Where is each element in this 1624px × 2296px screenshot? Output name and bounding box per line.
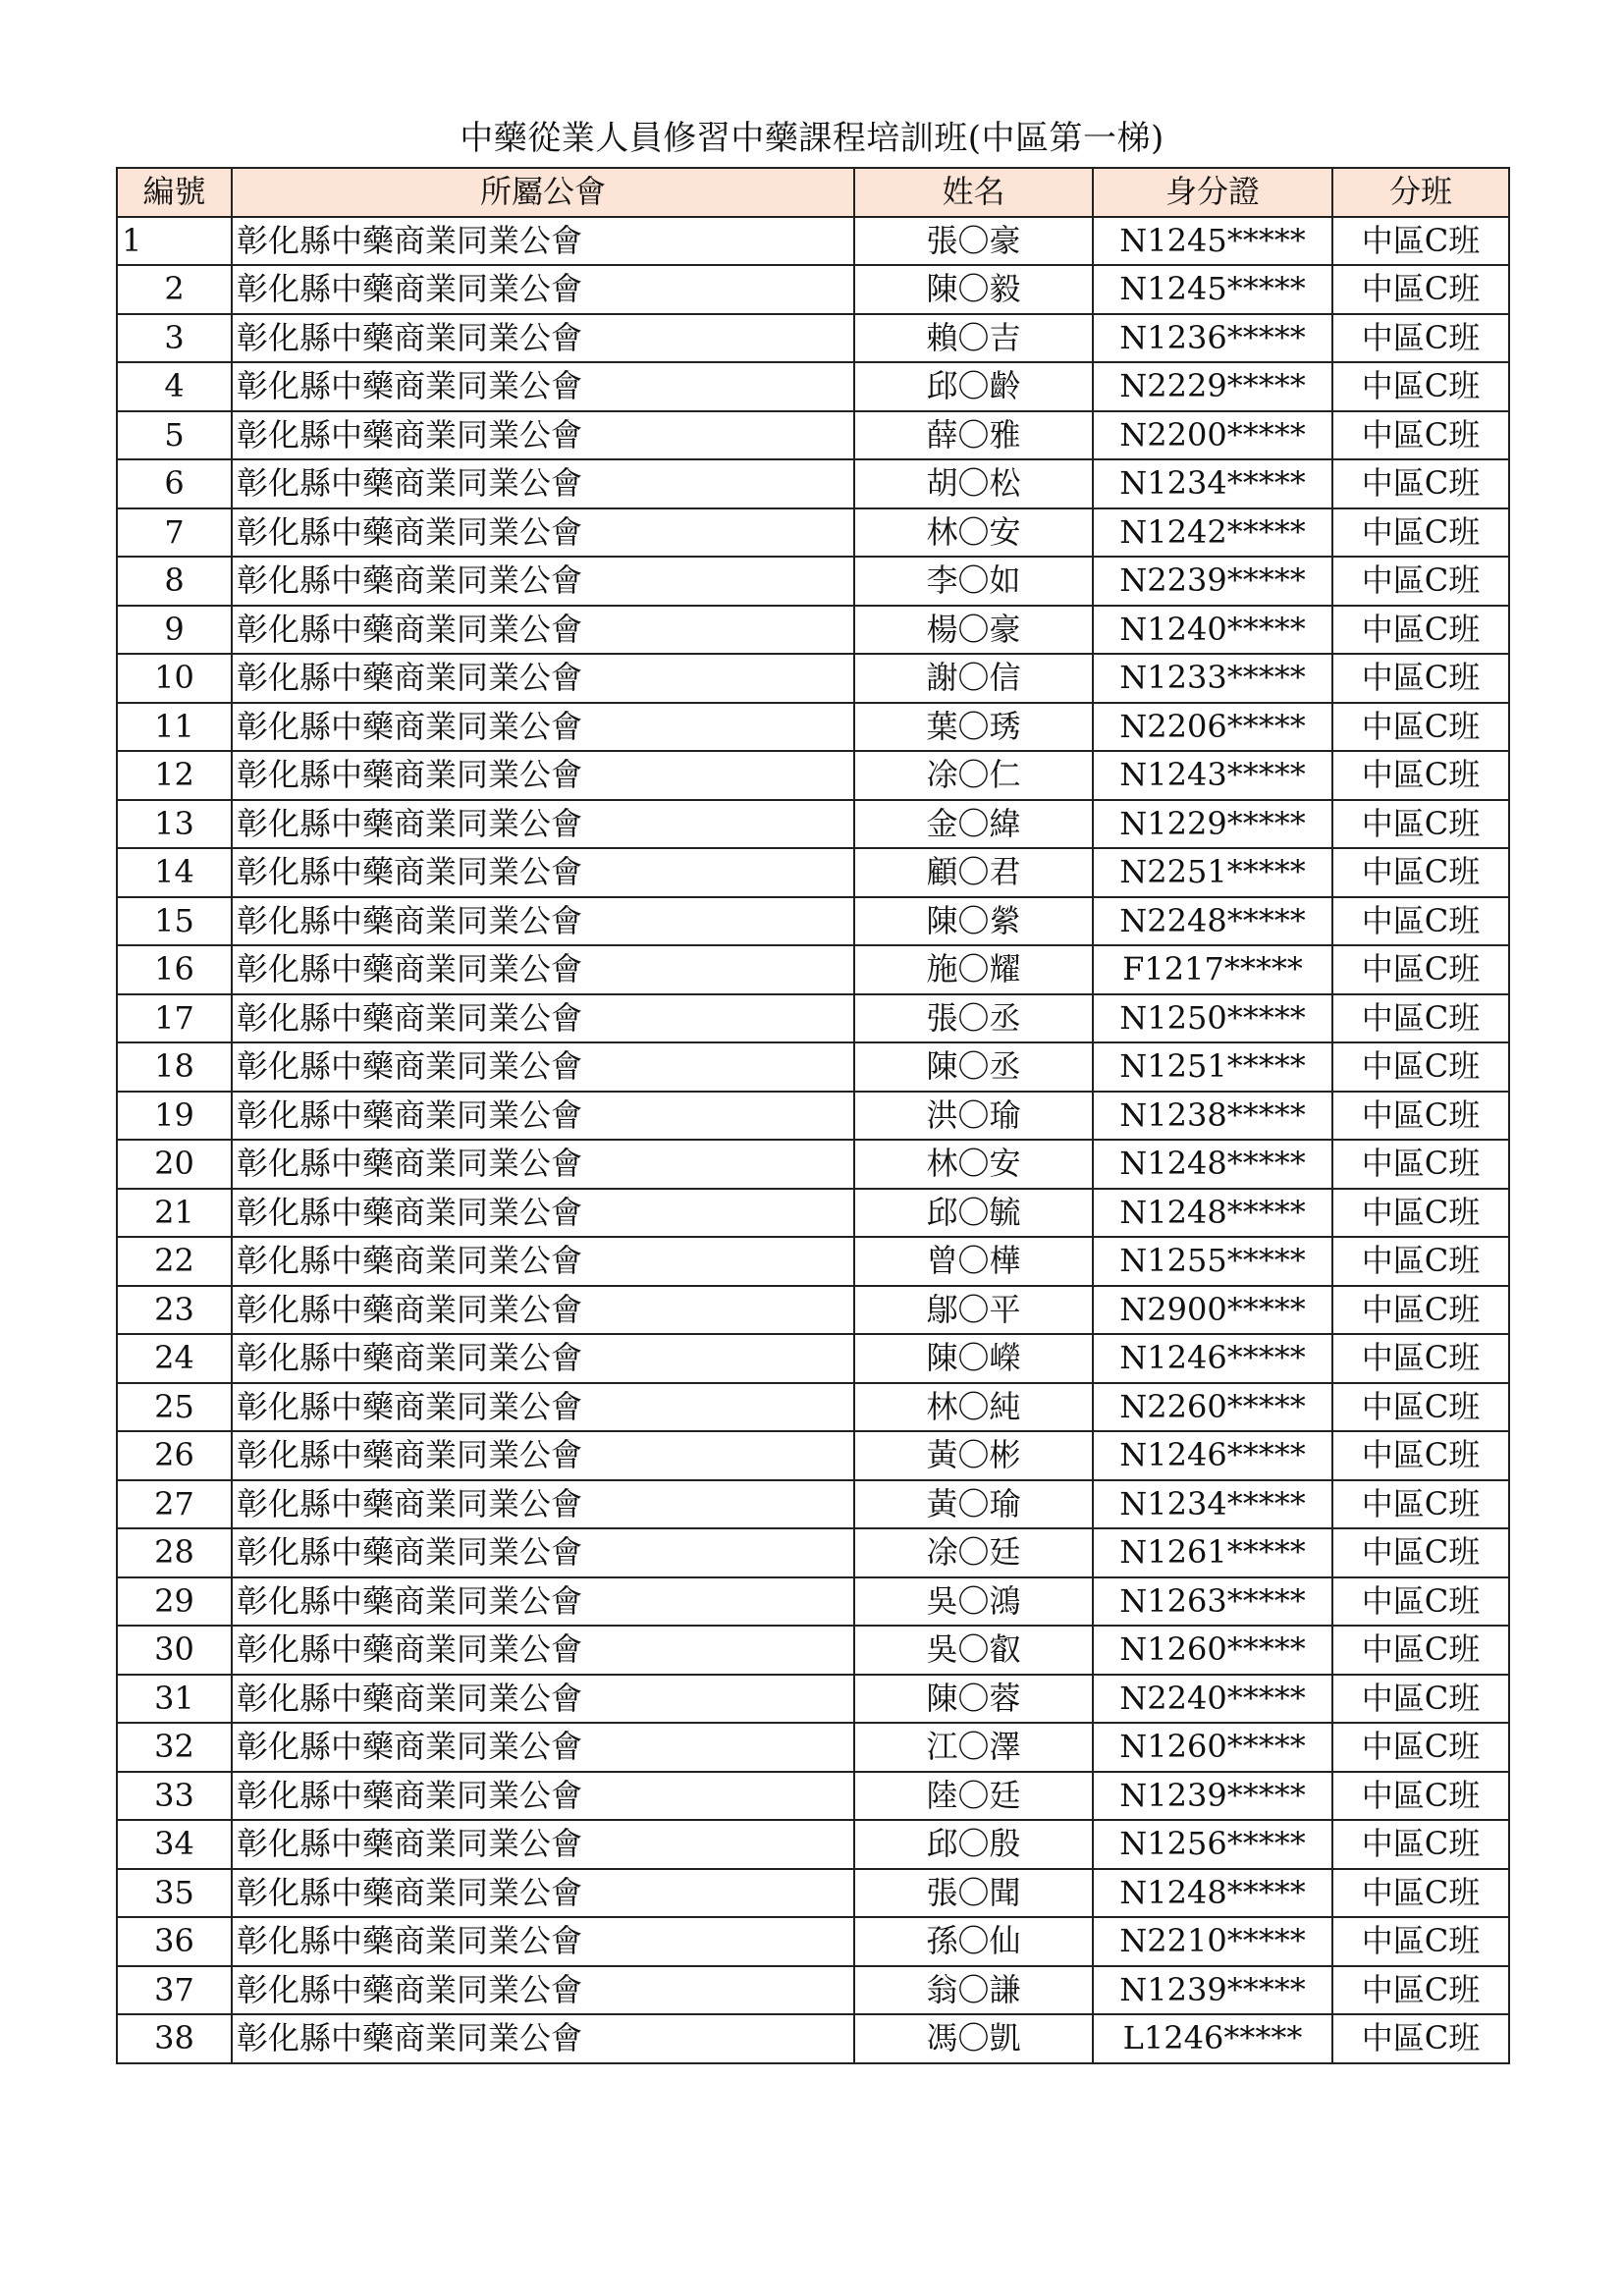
table-row xyxy=(117,217,1509,266)
row-number: 13 xyxy=(117,800,232,849)
row-number: 30 xyxy=(117,1626,232,1675)
class-cell: 中區C班 xyxy=(1332,1480,1509,1529)
table-row xyxy=(117,654,1509,703)
name-cell: 鄔〇平 xyxy=(854,1286,1093,1335)
class-cell: 中區C班 xyxy=(1332,1237,1509,1286)
row-number: 8 xyxy=(117,557,232,606)
table-row xyxy=(117,1431,1509,1480)
name-cell: 翁〇謙 xyxy=(854,1966,1093,2015)
class-cell: 中區C班 xyxy=(1332,751,1509,800)
row-number: 1 xyxy=(117,217,232,266)
union-cell: 彰化縣中藥商業同業公會 xyxy=(232,1383,854,1432)
id-cell: N1229***** xyxy=(1093,800,1332,849)
table-row xyxy=(117,1189,1509,1238)
union-cell: 彰化縣中藥商業同業公會 xyxy=(232,459,854,508)
name-cell: 李〇如 xyxy=(854,557,1093,606)
row-number: 38 xyxy=(117,2014,232,2063)
union-cell: 彰化縣中藥商業同業公會 xyxy=(232,994,854,1043)
header-class: 分班 xyxy=(1332,168,1509,217)
id-cell: N1236***** xyxy=(1093,314,1332,363)
name-cell: 金〇緯 xyxy=(854,800,1093,849)
table-row xyxy=(117,459,1509,508)
table-row xyxy=(117,1528,1509,1577)
id-cell: F1217***** xyxy=(1093,945,1332,994)
name-cell: 林〇純 xyxy=(854,1383,1093,1432)
table-row xyxy=(117,1577,1509,1627)
union-cell: 彰化縣中藥商業同業公會 xyxy=(232,1092,854,1141)
name-cell: 邱〇齡 xyxy=(854,362,1093,411)
table-row xyxy=(117,945,1509,994)
id-cell: N2260***** xyxy=(1093,1383,1332,1432)
union-cell: 彰化縣中藥商業同業公會 xyxy=(232,1577,854,1627)
class-cell: 中區C班 xyxy=(1332,508,1509,558)
table-row xyxy=(117,1286,1509,1335)
row-number: 3 xyxy=(117,314,232,363)
class-cell: 中區C班 xyxy=(1332,1092,1509,1141)
header-union: 所屬公會 xyxy=(232,168,854,217)
row-number: 22 xyxy=(117,1237,232,1286)
name-cell: 洪〇瑜 xyxy=(854,1092,1093,1141)
row-number: 12 xyxy=(117,751,232,800)
id-cell: N1250***** xyxy=(1093,994,1332,1043)
id-cell: N1261***** xyxy=(1093,1528,1332,1577)
id-cell: N1260***** xyxy=(1093,1626,1332,1675)
table-row xyxy=(117,703,1509,752)
name-cell: 林〇安 xyxy=(854,508,1093,558)
name-cell: 孫〇仙 xyxy=(854,1917,1093,1966)
table-row xyxy=(117,897,1509,946)
name-cell: 曾〇樺 xyxy=(854,1237,1093,1286)
union-cell: 彰化縣中藥商業同業公會 xyxy=(232,703,854,752)
union-cell: 彰化縣中藥商業同業公會 xyxy=(232,1431,854,1480)
id-cell: N1239***** xyxy=(1093,1772,1332,1821)
id-cell: N2251***** xyxy=(1093,848,1332,897)
name-cell: 陳〇蓉 xyxy=(854,1675,1093,1724)
id-cell: N2248***** xyxy=(1093,897,1332,946)
id-cell: N1245***** xyxy=(1093,217,1332,266)
class-cell: 中區C班 xyxy=(1332,1286,1509,1335)
class-cell: 中區C班 xyxy=(1332,1869,1509,1918)
row-number: 24 xyxy=(117,1334,232,1383)
row-number: 36 xyxy=(117,1917,232,1966)
id-cell: N1233***** xyxy=(1093,654,1332,703)
union-cell: 彰化縣中藥商業同業公會 xyxy=(232,557,854,606)
class-cell: 中區C班 xyxy=(1332,362,1509,411)
id-cell: N1234***** xyxy=(1093,459,1332,508)
union-cell: 彰化縣中藥商業同業公會 xyxy=(232,751,854,800)
class-cell: 中區C班 xyxy=(1332,265,1509,314)
name-cell: 凃〇廷 xyxy=(854,1528,1093,1577)
table-row xyxy=(117,606,1509,655)
id-cell: N2239***** xyxy=(1093,557,1332,606)
id-cell: N2206***** xyxy=(1093,703,1332,752)
table-row xyxy=(117,1237,1509,1286)
name-cell: 林〇安 xyxy=(854,1140,1093,1189)
name-cell: 張〇聞 xyxy=(854,1869,1093,1918)
name-cell: 黃〇彬 xyxy=(854,1431,1093,1480)
union-cell: 彰化縣中藥商業同業公會 xyxy=(232,1917,854,1966)
row-number: 10 xyxy=(117,654,232,703)
class-cell: 中區C班 xyxy=(1332,217,1509,266)
id-cell: N2240***** xyxy=(1093,1675,1332,1724)
union-cell: 彰化縣中藥商業同業公會 xyxy=(232,606,854,655)
class-cell: 中區C班 xyxy=(1332,994,1509,1043)
id-cell: N1246***** xyxy=(1093,1431,1332,1480)
class-cell: 中區C班 xyxy=(1332,1626,1509,1675)
table-row xyxy=(117,411,1509,460)
row-number: 11 xyxy=(117,703,232,752)
table-row xyxy=(117,1772,1509,1821)
class-cell: 中區C班 xyxy=(1332,1042,1509,1092)
row-number: 19 xyxy=(117,1092,232,1141)
id-cell: N1248***** xyxy=(1093,1869,1332,1918)
row-number: 26 xyxy=(117,1431,232,1480)
id-cell: N2900***** xyxy=(1093,1286,1332,1335)
table-row xyxy=(117,1626,1509,1675)
id-cell: N1243***** xyxy=(1093,751,1332,800)
class-cell: 中區C班 xyxy=(1332,411,1509,460)
class-cell: 中區C班 xyxy=(1332,1334,1509,1383)
union-cell: 彰化縣中藥商業同業公會 xyxy=(232,265,854,314)
id-cell: N2200***** xyxy=(1093,411,1332,460)
table-row xyxy=(117,2014,1509,2063)
union-cell: 彰化縣中藥商業同業公會 xyxy=(232,654,854,703)
name-cell: 胡〇松 xyxy=(854,459,1093,508)
row-number: 18 xyxy=(117,1042,232,1092)
row-number: 6 xyxy=(117,459,232,508)
row-number: 29 xyxy=(117,1577,232,1627)
class-cell: 中區C班 xyxy=(1332,703,1509,752)
table-row xyxy=(117,751,1509,800)
union-cell: 彰化縣中藥商業同業公會 xyxy=(232,897,854,946)
class-cell: 中區C班 xyxy=(1332,459,1509,508)
class-cell: 中區C班 xyxy=(1332,654,1509,703)
class-cell: 中區C班 xyxy=(1332,848,1509,897)
table-row xyxy=(117,800,1509,849)
union-cell: 彰化縣中藥商業同業公會 xyxy=(232,1334,854,1383)
id-cell: L1246***** xyxy=(1093,2014,1332,2063)
class-cell: 中區C班 xyxy=(1332,2014,1509,2063)
union-cell: 彰化縣中藥商業同業公會 xyxy=(232,800,854,849)
row-number: 15 xyxy=(117,897,232,946)
row-number: 31 xyxy=(117,1675,232,1724)
row-number: 23 xyxy=(117,1286,232,1335)
id-cell: N1263***** xyxy=(1093,1577,1332,1627)
row-number: 4 xyxy=(117,362,232,411)
header-name: 姓名 xyxy=(854,168,1093,217)
union-cell: 彰化縣中藥商業同業公會 xyxy=(232,1723,854,1772)
row-number: 35 xyxy=(117,1869,232,1918)
class-cell: 中區C班 xyxy=(1332,1528,1509,1577)
table-header-row xyxy=(117,168,1509,217)
union-cell: 彰化縣中藥商業同業公會 xyxy=(232,1772,854,1821)
row-number: 9 xyxy=(117,606,232,655)
row-number: 2 xyxy=(117,265,232,314)
row-number: 34 xyxy=(117,1820,232,1869)
union-cell: 彰化縣中藥商業同業公會 xyxy=(232,314,854,363)
name-cell: 邱〇毓 xyxy=(854,1189,1093,1238)
name-cell: 黃〇瑜 xyxy=(854,1480,1093,1529)
class-cell: 中區C班 xyxy=(1332,1820,1509,1869)
table-row xyxy=(117,1042,1509,1092)
union-cell: 彰化縣中藥商業同業公會 xyxy=(232,1140,854,1189)
table-row xyxy=(117,557,1509,606)
id-cell: N1238***** xyxy=(1093,1092,1332,1141)
class-cell: 中區C班 xyxy=(1332,1723,1509,1772)
name-cell: 賴〇吉 xyxy=(854,314,1093,363)
union-cell: 彰化縣中藥商業同業公會 xyxy=(232,411,854,460)
id-cell: N1248***** xyxy=(1093,1140,1332,1189)
header-number: 編號 xyxy=(117,168,232,217)
union-cell: 彰化縣中藥商業同業公會 xyxy=(232,2014,854,2063)
id-cell: N1256***** xyxy=(1093,1820,1332,1869)
id-cell: N1246***** xyxy=(1093,1334,1332,1383)
table-row xyxy=(117,1869,1509,1918)
table-row xyxy=(117,1383,1509,1432)
class-cell: 中區C班 xyxy=(1332,897,1509,946)
header-id: 身分證 xyxy=(1093,168,1332,217)
id-cell: N1234***** xyxy=(1093,1480,1332,1529)
table-row xyxy=(117,1675,1509,1724)
row-number: 21 xyxy=(117,1189,232,1238)
class-cell: 中區C班 xyxy=(1332,800,1509,849)
class-cell: 中區C班 xyxy=(1332,1917,1509,1966)
table-row xyxy=(117,1334,1509,1383)
union-cell: 彰化縣中藥商業同業公會 xyxy=(232,1626,854,1675)
name-cell: 陸〇廷 xyxy=(854,1772,1093,1821)
name-cell: 楊〇豪 xyxy=(854,606,1093,655)
class-cell: 中區C班 xyxy=(1332,314,1509,363)
table-row xyxy=(117,994,1509,1043)
name-cell: 江〇澤 xyxy=(854,1723,1093,1772)
union-cell: 彰化縣中藥商業同業公會 xyxy=(232,362,854,411)
class-cell: 中區C班 xyxy=(1332,1675,1509,1724)
row-number: 25 xyxy=(117,1383,232,1432)
row-number: 28 xyxy=(117,1528,232,1577)
table-row xyxy=(117,362,1509,411)
row-number: 27 xyxy=(117,1480,232,1529)
name-cell: 陳〇嶸 xyxy=(854,1334,1093,1383)
page-title: 中藥從業人員修習中藥課程培訓班(中區第一梯) xyxy=(460,119,1164,158)
table-row xyxy=(117,1480,1509,1529)
name-cell: 凃〇仁 xyxy=(854,751,1093,800)
name-cell: 施〇耀 xyxy=(854,945,1093,994)
table-row xyxy=(117,1966,1509,2015)
class-cell: 中區C班 xyxy=(1332,1431,1509,1480)
class-cell: 中區C班 xyxy=(1332,1772,1509,1821)
class-cell: 中區C班 xyxy=(1332,945,1509,994)
name-cell: 顧〇君 xyxy=(854,848,1093,897)
id-cell: N1251***** xyxy=(1093,1042,1332,1092)
union-cell: 彰化縣中藥商業同業公會 xyxy=(232,1528,854,1577)
table-row xyxy=(117,1820,1509,1869)
table-row xyxy=(117,508,1509,558)
union-cell: 彰化縣中藥商業同業公會 xyxy=(232,217,854,266)
union-cell: 彰化縣中藥商業同業公會 xyxy=(232,1237,854,1286)
table-row xyxy=(117,1723,1509,1772)
row-number: 37 xyxy=(117,1966,232,2015)
class-cell: 中區C班 xyxy=(1332,1189,1509,1238)
class-cell: 中區C班 xyxy=(1332,606,1509,655)
id-cell: N1255***** xyxy=(1093,1237,1332,1286)
name-cell: 謝〇信 xyxy=(854,654,1093,703)
row-number: 32 xyxy=(117,1723,232,1772)
name-cell: 張〇丞 xyxy=(854,994,1093,1043)
union-cell: 彰化縣中藥商業同業公會 xyxy=(232,1189,854,1238)
union-cell: 彰化縣中藥商業同業公會 xyxy=(232,1675,854,1724)
union-cell: 彰化縣中藥商業同業公會 xyxy=(232,848,854,897)
row-number: 16 xyxy=(117,945,232,994)
row-number: 33 xyxy=(117,1772,232,1821)
id-cell: N2229***** xyxy=(1093,362,1332,411)
row-number: 7 xyxy=(117,508,232,558)
name-cell: 葉〇琇 xyxy=(854,703,1093,752)
name-cell: 吳〇鴻 xyxy=(854,1577,1093,1627)
row-number: 17 xyxy=(117,994,232,1043)
table-row xyxy=(117,1092,1509,1141)
table-row xyxy=(117,265,1509,314)
class-cell: 中區C班 xyxy=(1332,1966,1509,2015)
id-cell: N1242***** xyxy=(1093,508,1332,558)
id-cell: N1260***** xyxy=(1093,1723,1332,1772)
union-cell: 彰化縣中藥商業同業公會 xyxy=(232,1966,854,2015)
union-cell: 彰化縣中藥商業同業公會 xyxy=(232,1869,854,1918)
class-cell: 中區C班 xyxy=(1332,557,1509,606)
table-row xyxy=(117,1917,1509,1966)
name-cell: 薛〇雅 xyxy=(854,411,1093,460)
id-cell: N1248***** xyxy=(1093,1189,1332,1238)
union-cell: 彰化縣中藥商業同業公會 xyxy=(232,1480,854,1529)
union-cell: 彰化縣中藥商業同業公會 xyxy=(232,945,854,994)
id-cell: N1240***** xyxy=(1093,606,1332,655)
class-cell: 中區C班 xyxy=(1332,1577,1509,1627)
union-cell: 彰化縣中藥商業同業公會 xyxy=(232,508,854,558)
union-cell: 彰化縣中藥商業同業公會 xyxy=(232,1042,854,1092)
class-cell: 中區C班 xyxy=(1332,1140,1509,1189)
name-cell: 馮〇凱 xyxy=(854,2014,1093,2063)
table-row xyxy=(117,314,1509,363)
name-cell: 陳〇縈 xyxy=(854,897,1093,946)
name-cell: 邱〇殷 xyxy=(854,1820,1093,1869)
union-cell: 彰化縣中藥商業同業公會 xyxy=(232,1820,854,1869)
row-number: 5 xyxy=(117,411,232,460)
id-cell: N1239***** xyxy=(1093,1966,1332,2015)
name-cell: 陳〇丞 xyxy=(854,1042,1093,1092)
class-cell: 中區C班 xyxy=(1332,1383,1509,1432)
id-cell: N2210***** xyxy=(1093,1917,1332,1966)
table-row xyxy=(117,848,1509,897)
table-row xyxy=(117,1140,1509,1189)
row-number: 20 xyxy=(117,1140,232,1189)
name-cell: 張〇豪 xyxy=(854,217,1093,266)
name-cell: 陳〇毅 xyxy=(854,265,1093,314)
row-number: 14 xyxy=(117,848,232,897)
union-cell: 彰化縣中藥商業同業公會 xyxy=(232,1286,854,1335)
id-cell: N1245***** xyxy=(1093,265,1332,314)
name-cell: 吳〇叡 xyxy=(854,1626,1093,1675)
roster-table xyxy=(116,167,1510,2064)
table-body xyxy=(117,217,1509,2063)
